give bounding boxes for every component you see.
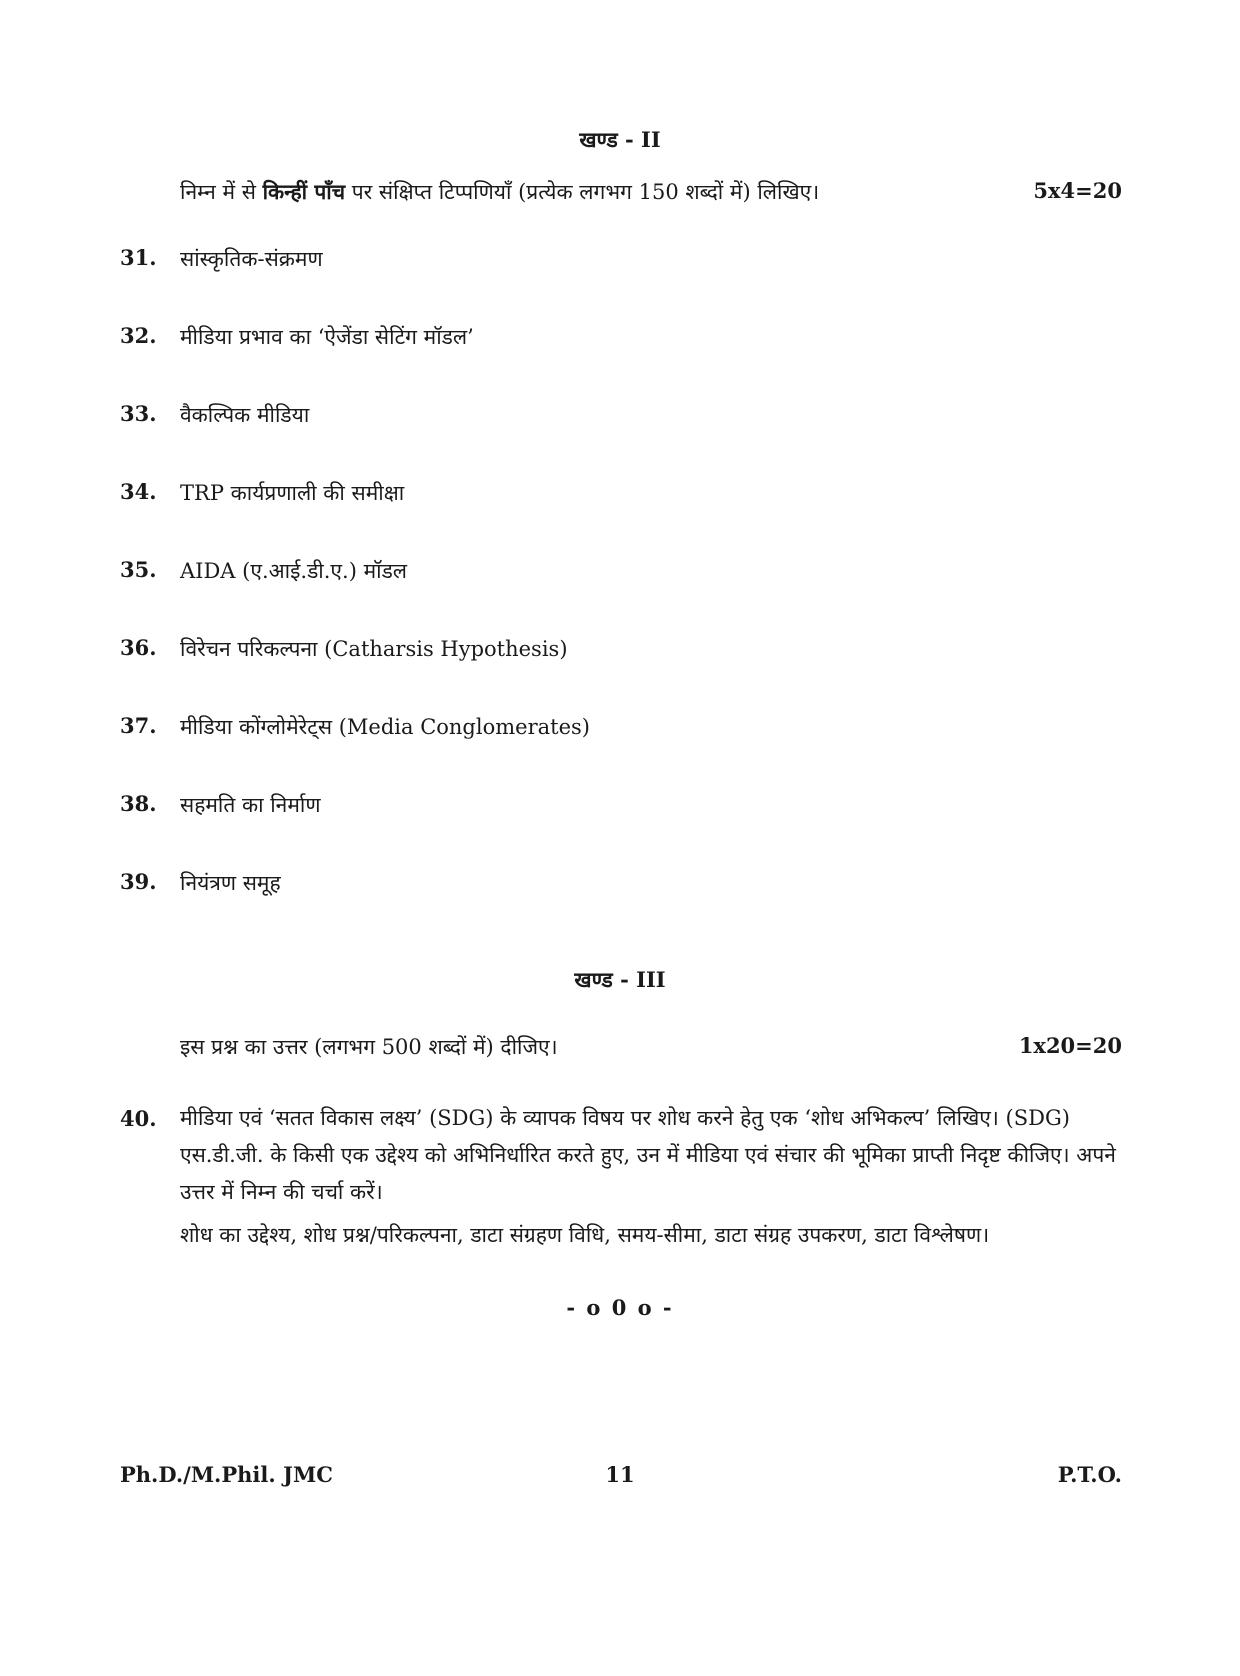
question-32 [120,323,1120,351]
section-3-heading: खण्ड - III [574,967,666,992]
question-paragraph-2: शोध का उद्देश्य, शोध प्रश्न/परिकल्पना, डाटा संग्रहण विधि, समय-सीमा, डाटा संग्रह उपकरण, डाटा विश्लेषण। [180,1223,990,1247]
footer-page-number: 11 [605,1462,635,1487]
question-34 [120,479,1120,507]
question-text: AIDA (ए.आई.डी.ए.) मॉडल [180,559,408,583]
instruction-pre: निम्न में से [180,180,263,204]
question-37 [120,713,1120,741]
question-40 [120,1100,1120,1254]
question-text: नियंत्रण समूह [180,871,281,895]
instruction-bold: किन्हीं पाँच [262,179,346,204]
question-text: सांस्कृतिक-संक्रमण [180,247,323,271]
question-number: 32. [120,323,157,348]
question-38 [120,791,1120,819]
question-number: 39. [120,869,157,894]
section-2-instruction [180,178,819,206]
section-2-heading: खण्ड - II [579,127,661,152]
question-33 [120,401,1120,429]
question-35 [120,557,1120,585]
question-number: 36. [120,635,157,660]
question-text: TRP कार्यप्रणाली की समीक्षा [180,481,405,505]
section-2-marks: 5x4=20 [1033,178,1122,203]
question-39 [120,869,1120,897]
question-paragraph-1: मीडिया एवं ‘सतत विकास लक्ष्य’ (SDG) के व्यापक विषय पर शोध करने हेतु एक ‘शोध अभिकल्प’ लिखिए। (SDG) एस.डी.जी. के किसी एक उद्देश्य को अभिनिर्धारित करते हुए, उन में मीडिया एवं संचार की भूमिका प्राप्ती निदृष्ट कीजिए। अपने उत्तर में निम्न की चर्चा करें। [180,1106,1116,1204]
question-number: 31. [120,245,157,270]
footer-pto: P.T.O. [1057,1462,1122,1487]
question-text [180,1100,1120,1254]
question-text: सहमति का निर्माण [180,793,321,817]
question-number: 38. [120,791,157,816]
question-text: मीडिया कोंग्लोमेरेट्स (Media Conglomerates) [180,715,590,739]
question-number: 34. [120,479,157,504]
question-number: 40. [120,1106,157,1131]
end-mark: - o 0 o - [566,1295,674,1320]
question-number: 33. [120,401,157,426]
question-text: वैकल्पिक मीडिया [180,403,310,427]
question-36 [120,635,1120,663]
question-31 [120,245,1120,273]
section-3-marks: 1x20=20 [1018,1033,1122,1058]
instruction-post: पर संक्षिप्त टिप्पणियाँ (प्रत्येक लगभग 150 शब्दों में) लिखिए। [345,180,820,204]
section-3-instruction: इस प्रश्न का उत्तर (लगभग 500 शब्दों में) दीजिए। [180,1035,558,1059]
question-text: मीडिया प्रभाव का ‘ऐजेंडा सेटिंग मॉडल’ [180,325,474,349]
question-number: 37. [120,713,157,738]
footer-course: Ph.D./M.Phil. JMC [120,1462,333,1487]
question-number: 35. [120,557,157,582]
question-text: विरेचन परिकल्पना (Catharsis Hypothesis) [180,637,568,661]
